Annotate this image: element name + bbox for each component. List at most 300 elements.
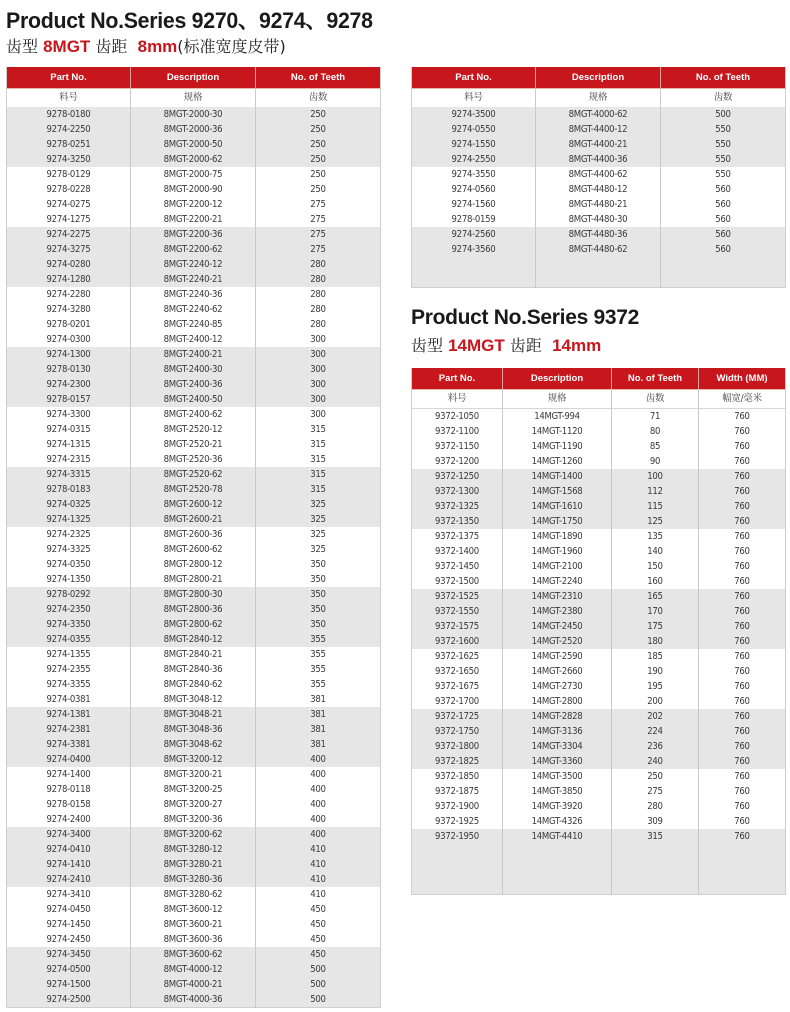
part-no-cell: 9372-1850	[412, 769, 503, 784]
description-cell: 8MGT-4400-36	[536, 152, 661, 167]
part-no-cell: 9274-2550	[412, 152, 536, 167]
description-cell: 14MGT-1260	[503, 454, 612, 469]
table-row	[412, 182, 786, 197]
teeth-cell: 160	[612, 574, 699, 589]
teeth-cell: 280	[612, 799, 699, 814]
part-no-cell: 9274-3560	[412, 242, 536, 257]
table-row	[7, 152, 381, 167]
part-no-cell: 9274-1400	[7, 767, 131, 782]
table-row	[7, 647, 381, 662]
table-row	[7, 272, 381, 287]
teeth-cell: 224	[612, 724, 699, 739]
table-row	[7, 722, 381, 737]
teeth-cell: 315	[256, 437, 381, 452]
description-cell: 8MGT-3280-62	[131, 887, 256, 902]
description-cell: 8MGT-2520-12	[131, 422, 256, 437]
part-no-cell: 9278-0130	[7, 362, 131, 377]
description-cell: 8MGT-3048-21	[131, 707, 256, 722]
teeth-cell: 350	[256, 572, 381, 587]
part-no-cell: 9274-3300	[7, 407, 131, 422]
part-no-cell: 9278-0292	[7, 587, 131, 602]
teeth-cell: 350	[256, 587, 381, 602]
teeth-cell: 410	[256, 842, 381, 857]
table-row	[7, 227, 381, 242]
description-cell: 8MGT-2240-12	[131, 257, 256, 272]
part-no-cell: 9278-0228	[7, 182, 131, 197]
table-row	[7, 932, 381, 947]
part-no-cell: 9372-1325	[412, 499, 503, 514]
part-no-cell: 9278-0183	[7, 482, 131, 497]
part-no-cell: 9274-3315	[7, 467, 131, 482]
description-cell: 8MGT-2800-30	[131, 587, 256, 602]
part-no-cell: 9372-1950	[412, 829, 503, 844]
part-no-cell: 9372-1875	[412, 784, 503, 799]
description-cell: 14MGT-3850	[503, 784, 612, 799]
table-row	[7, 512, 381, 527]
description-cell: 8MGT-3280-12	[131, 842, 256, 857]
table-row	[7, 797, 381, 812]
teeth-cell: 355	[256, 677, 381, 692]
description-cell: 8MGT-2400-36	[131, 377, 256, 392]
teeth-cell: 100	[612, 469, 699, 484]
width-cell: 760	[699, 439, 786, 454]
part-no-cell: 9274-0560	[412, 182, 536, 197]
part-no-cell: 9274-0450	[7, 902, 131, 917]
table-row	[7, 782, 381, 797]
table-row	[7, 812, 381, 827]
teeth-cell: 250	[256, 167, 381, 182]
teeth-cell: 400	[256, 827, 381, 842]
teeth-cell: 400	[256, 797, 381, 812]
width-cell: 760	[699, 814, 786, 829]
width-note: (标准宽度皮带)	[177, 37, 286, 56]
width-cell: 760	[699, 709, 786, 724]
part-no-cell: 9372-1150	[412, 439, 503, 454]
description-cell: 8MGT-3600-36	[131, 932, 256, 947]
teeth-cell: 410	[256, 872, 381, 887]
part-no-cell: 9274-1275	[7, 212, 131, 227]
width-cell: 760	[699, 784, 786, 799]
teeth-cell: 250	[256, 107, 381, 122]
part-no-cell: 9274-0280	[7, 257, 131, 272]
teeth-cell: 236	[612, 739, 699, 754]
part-no-cell: 9274-3355	[7, 677, 131, 692]
table-row	[7, 497, 381, 512]
teeth-cell: 300	[256, 407, 381, 422]
part-no-cell: 9274-3350	[7, 617, 131, 632]
description-cell: 14MGT-4410	[503, 829, 612, 844]
part-no-cell: 9274-2280	[7, 287, 131, 302]
header-width-mm: Width (MM)	[699, 368, 786, 390]
teeth-cell: 250	[612, 769, 699, 784]
description-cell: 8MGT-2400-62	[131, 407, 256, 422]
description-cell: 14MGT-2240	[503, 574, 612, 589]
teeth-cell: 150	[612, 559, 699, 574]
teeth-cell: 250	[256, 122, 381, 137]
teeth-cell: 560	[661, 242, 786, 257]
part-no-cell: 9274-2500	[7, 992, 131, 1008]
teeth-cell: 410	[256, 857, 381, 872]
header-part-no: Part No.	[412, 368, 503, 390]
tooth-profile-label: 齿型	[6, 37, 44, 56]
part-no-cell: 9274-3500	[412, 107, 536, 122]
part-no-cell: 9274-2315	[7, 452, 131, 467]
description-cell: 8MGT-2520-36	[131, 452, 256, 467]
part-no-cell: 9372-1400	[412, 544, 503, 559]
teeth-cell: 125	[612, 514, 699, 529]
table-row	[412, 709, 786, 724]
table-row	[412, 799, 786, 814]
part-no-cell: 9274-1300	[7, 347, 131, 362]
width-cell: 760	[699, 604, 786, 619]
description-cell: 8MGT-3048-36	[131, 722, 256, 737]
table-row	[7, 377, 381, 392]
pitch-value: 8mm	[137, 37, 178, 56]
description-cell: 8MGT-4400-12	[536, 122, 661, 137]
part-no-cell: 9274-1381	[7, 707, 131, 722]
width-cell: 760	[699, 514, 786, 529]
table-row	[7, 347, 381, 362]
description-cell: 14MGT-2520	[503, 634, 612, 649]
part-no-cell: 9274-3550	[412, 167, 536, 182]
table-8mgt	[6, 67, 381, 1008]
empty-cell	[412, 844, 503, 895]
description-cell: 8MGT-2520-62	[131, 467, 256, 482]
description-cell: 8MGT-2800-21	[131, 572, 256, 587]
teeth-cell: 309	[612, 814, 699, 829]
part-no-cell: 9274-0350	[7, 557, 131, 572]
pitch-label: 齿距	[504, 336, 547, 355]
teeth-cell: 140	[612, 544, 699, 559]
description-cell: 8MGT-3200-27	[131, 797, 256, 812]
table-row	[7, 302, 381, 317]
table-row	[412, 439, 786, 454]
header-part-no: Part No.	[412, 67, 536, 89]
part-no-cell: 9372-1375	[412, 529, 503, 544]
empty-filler-row	[412, 844, 786, 895]
tooth-profile-label: 齿型	[411, 336, 449, 355]
teeth-cell: 355	[256, 662, 381, 677]
width-cell: 760	[699, 769, 786, 784]
table-row	[7, 902, 381, 917]
part-no-cell: 9274-0500	[7, 962, 131, 977]
teeth-cell: 315	[256, 467, 381, 482]
description-cell: 8MGT-3048-62	[131, 737, 256, 752]
part-no-cell: 9274-1560	[412, 197, 536, 212]
table-row	[7, 677, 381, 692]
table-row	[412, 589, 786, 604]
width-cell: 760	[699, 694, 786, 709]
description-cell: 8MGT-4000-36	[131, 992, 256, 1008]
teeth-cell: 275	[256, 197, 381, 212]
table-row	[7, 992, 381, 1008]
table-row	[7, 872, 381, 887]
teeth-cell: 202	[612, 709, 699, 724]
teeth-cell: 280	[256, 257, 381, 272]
teeth-cell: 315	[256, 422, 381, 437]
teeth-cell: 560	[661, 197, 786, 212]
description-cell: 8MGT-3200-12	[131, 752, 256, 767]
teeth-cell: 315	[256, 482, 381, 497]
table-row	[7, 197, 381, 212]
teeth-cell: 135	[612, 529, 699, 544]
table-row	[412, 739, 786, 754]
teeth-cell: 400	[256, 812, 381, 827]
description-cell: 14MGT-4326	[503, 814, 612, 829]
part-no-cell: 9278-0180	[7, 107, 131, 122]
part-no-cell: 9372-1350	[412, 514, 503, 529]
teeth-cell: 325	[256, 542, 381, 557]
description-cell: 8MGT-2240-21	[131, 272, 256, 287]
teeth-cell: 112	[612, 484, 699, 499]
tooth-profile-value: 8MGT	[43, 37, 91, 56]
part-no-cell: 9372-1500	[412, 574, 503, 589]
header-description: Description	[536, 67, 661, 89]
description-cell: 8MGT-3200-62	[131, 827, 256, 842]
table-row	[412, 679, 786, 694]
teeth-cell: 190	[612, 664, 699, 679]
teeth-cell: 280	[256, 302, 381, 317]
part-no-cell: 9274-0400	[7, 752, 131, 767]
teeth-cell: 240	[612, 754, 699, 769]
series-9270-subtitle	[6, 34, 286, 57]
description-cell: 14MGT-2380	[503, 604, 612, 619]
teeth-cell: 185	[612, 649, 699, 664]
part-no-cell: 9274-0315	[7, 422, 131, 437]
part-no-cell: 9274-2325	[7, 527, 131, 542]
description-cell: 8MGT-2000-36	[131, 122, 256, 137]
description-cell: 8MGT-4400-21	[536, 137, 661, 152]
teeth-cell: 500	[256, 992, 381, 1008]
teeth-cell: 80	[612, 424, 699, 439]
part-no-cell: 9372-1650	[412, 664, 503, 679]
description-cell: 8MGT-2240-36	[131, 287, 256, 302]
part-no-cell: 9372-1450	[412, 559, 503, 574]
part-no-cell: 9274-0325	[7, 497, 131, 512]
table-row	[412, 424, 786, 439]
part-no-cell: 9278-0129	[7, 167, 131, 182]
subheader-cell: 料号	[412, 89, 536, 108]
part-no-cell: 9274-2250	[7, 122, 131, 137]
teeth-cell: 250	[256, 137, 381, 152]
description-cell: 14MGT-2800	[503, 694, 612, 709]
empty-filler-row	[412, 257, 786, 288]
part-no-cell: 9274-2410	[7, 872, 131, 887]
description-cell: 14MGT-1120	[503, 424, 612, 439]
teeth-cell: 315	[256, 452, 381, 467]
width-cell: 760	[699, 499, 786, 514]
description-cell: 8MGT-2840-21	[131, 647, 256, 662]
header-no-of-teeth: No. of Teeth	[612, 368, 699, 390]
width-cell: 760	[699, 469, 786, 484]
teeth-cell: 355	[256, 632, 381, 647]
teeth-cell: 550	[661, 137, 786, 152]
part-no-cell: 9274-3450	[7, 947, 131, 962]
table-row	[7, 452, 381, 467]
teeth-cell: 250	[256, 182, 381, 197]
table-row	[412, 514, 786, 529]
part-no-cell: 9274-0410	[7, 842, 131, 857]
part-no-cell: 9274-0550	[412, 122, 536, 137]
teeth-cell: 500	[256, 962, 381, 977]
subheader-cell: 料号	[7, 89, 131, 108]
series-9372-title: Product No.Series 9372	[411, 306, 639, 329]
teeth-cell: 560	[661, 227, 786, 242]
part-no-cell: 9274-0275	[7, 197, 131, 212]
description-cell: 8MGT-2800-36	[131, 602, 256, 617]
description-cell: 14MGT-3304	[503, 739, 612, 754]
teeth-cell: 381	[256, 737, 381, 752]
teeth-cell: 71	[612, 409, 699, 425]
teeth-cell: 280	[256, 287, 381, 302]
description-cell: 8MGT-2520-78	[131, 482, 256, 497]
teeth-cell: 275	[612, 784, 699, 799]
table-row	[7, 137, 381, 152]
description-cell: 8MGT-2200-12	[131, 197, 256, 212]
part-no-cell: 9274-3250	[7, 152, 131, 167]
teeth-cell: 400	[256, 752, 381, 767]
table-row	[412, 694, 786, 709]
header-description: Description	[131, 67, 256, 89]
part-no-cell: 9274-1410	[7, 857, 131, 872]
description-cell: 8MGT-4480-21	[536, 197, 661, 212]
table-row	[412, 559, 786, 574]
table-row	[412, 469, 786, 484]
width-cell: 760	[699, 649, 786, 664]
table-row	[412, 212, 786, 227]
part-no-cell: 9372-1625	[412, 649, 503, 664]
table-row	[412, 754, 786, 769]
description-cell: 8MGT-2000-75	[131, 167, 256, 182]
description-cell: 8MGT-3200-36	[131, 812, 256, 827]
description-cell: 14MGT-2590	[503, 649, 612, 664]
subheader-row	[412, 390, 786, 409]
table-row	[7, 527, 381, 542]
tooth-profile-value: 14MGT	[448, 336, 505, 355]
part-no-cell: 9274-2355	[7, 662, 131, 677]
teeth-cell: 300	[256, 347, 381, 362]
header-no-of-teeth: No. of Teeth	[661, 67, 786, 89]
table-row	[7, 542, 381, 557]
table-row	[412, 107, 786, 122]
part-no-cell: 9372-1750	[412, 724, 503, 739]
part-no-cell: 9274-1450	[7, 917, 131, 932]
teeth-cell: 85	[612, 439, 699, 454]
table-row	[7, 587, 381, 602]
description-cell: 14MGT-2730	[503, 679, 612, 694]
part-no-cell: 9372-1525	[412, 589, 503, 604]
table-row	[7, 842, 381, 857]
description-cell: 8MGT-2600-21	[131, 512, 256, 527]
description-cell: 14MGT-1568	[503, 484, 612, 499]
description-cell: 14MGT-2100	[503, 559, 612, 574]
part-no-cell: 9372-1050	[412, 409, 503, 425]
pitch-label: 齿距	[90, 37, 133, 56]
description-cell: 14MGT-1750	[503, 514, 612, 529]
table-row	[412, 152, 786, 167]
table-row	[7, 752, 381, 767]
description-cell: 8MGT-2840-12	[131, 632, 256, 647]
table-row	[7, 917, 381, 932]
table-row	[7, 962, 381, 977]
description-cell: 14MGT-1610	[503, 499, 612, 514]
part-no-cell: 9274-1325	[7, 512, 131, 527]
teeth-cell: 275	[256, 242, 381, 257]
table-row	[412, 499, 786, 514]
description-cell: 8MGT-2200-62	[131, 242, 256, 257]
part-no-cell: 9372-1800	[412, 739, 503, 754]
description-cell: 8MGT-2400-50	[131, 392, 256, 407]
table-row	[7, 392, 381, 407]
width-cell: 760	[699, 529, 786, 544]
part-no-cell: 9274-1550	[412, 137, 536, 152]
teeth-cell: 200	[612, 694, 699, 709]
width-cell: 760	[699, 664, 786, 679]
header-description: Description	[503, 368, 612, 390]
empty-cell	[699, 844, 786, 895]
table-row	[7, 707, 381, 722]
subheader-row	[7, 89, 381, 108]
table-row	[412, 167, 786, 182]
description-cell: 8MGT-3048-12	[131, 692, 256, 707]
empty-cell	[536, 257, 661, 288]
part-no-cell: 9274-3325	[7, 542, 131, 557]
table-row	[7, 737, 381, 752]
description-cell: 8MGT-3200-25	[131, 782, 256, 797]
description-cell: 8MGT-4400-62	[536, 167, 661, 182]
teeth-cell: 300	[256, 362, 381, 377]
description-cell: 8MGT-2840-36	[131, 662, 256, 677]
part-no-cell: 9372-1900	[412, 799, 503, 814]
description-cell: 8MGT-2400-30	[131, 362, 256, 377]
part-no-cell: 9274-2275	[7, 227, 131, 242]
table-row	[7, 287, 381, 302]
table-row	[412, 604, 786, 619]
teeth-cell: 350	[256, 557, 381, 572]
table-row	[412, 574, 786, 589]
width-cell: 760	[699, 754, 786, 769]
width-cell: 760	[699, 634, 786, 649]
table-row	[412, 829, 786, 844]
width-cell: 760	[699, 484, 786, 499]
teeth-cell: 180	[612, 634, 699, 649]
description-cell: 8MGT-3600-21	[131, 917, 256, 932]
table-row	[7, 482, 381, 497]
table-row	[412, 724, 786, 739]
part-no-cell: 9278-0159	[412, 212, 536, 227]
teeth-cell: 500	[256, 977, 381, 992]
table-row	[7, 947, 381, 962]
part-no-cell: 9274-0300	[7, 332, 131, 347]
part-no-cell: 9278-0158	[7, 797, 131, 812]
teeth-cell: 410	[256, 887, 381, 902]
width-cell: 760	[699, 574, 786, 589]
width-cell: 760	[699, 424, 786, 439]
description-cell: 14MGT-2450	[503, 619, 612, 634]
table-row	[412, 484, 786, 499]
table-row	[7, 422, 381, 437]
subheader-row	[412, 89, 786, 108]
description-cell: 8MGT-4480-12	[536, 182, 661, 197]
description-cell: 14MGT-3500	[503, 769, 612, 784]
teeth-cell: 450	[256, 932, 381, 947]
teeth-cell: 450	[256, 917, 381, 932]
description-cell: 8MGT-2400-12	[131, 332, 256, 347]
subheader-cell: 规格	[536, 89, 661, 108]
width-cell: 760	[699, 739, 786, 754]
part-no-cell: 9274-2450	[7, 932, 131, 947]
table-row	[7, 617, 381, 632]
